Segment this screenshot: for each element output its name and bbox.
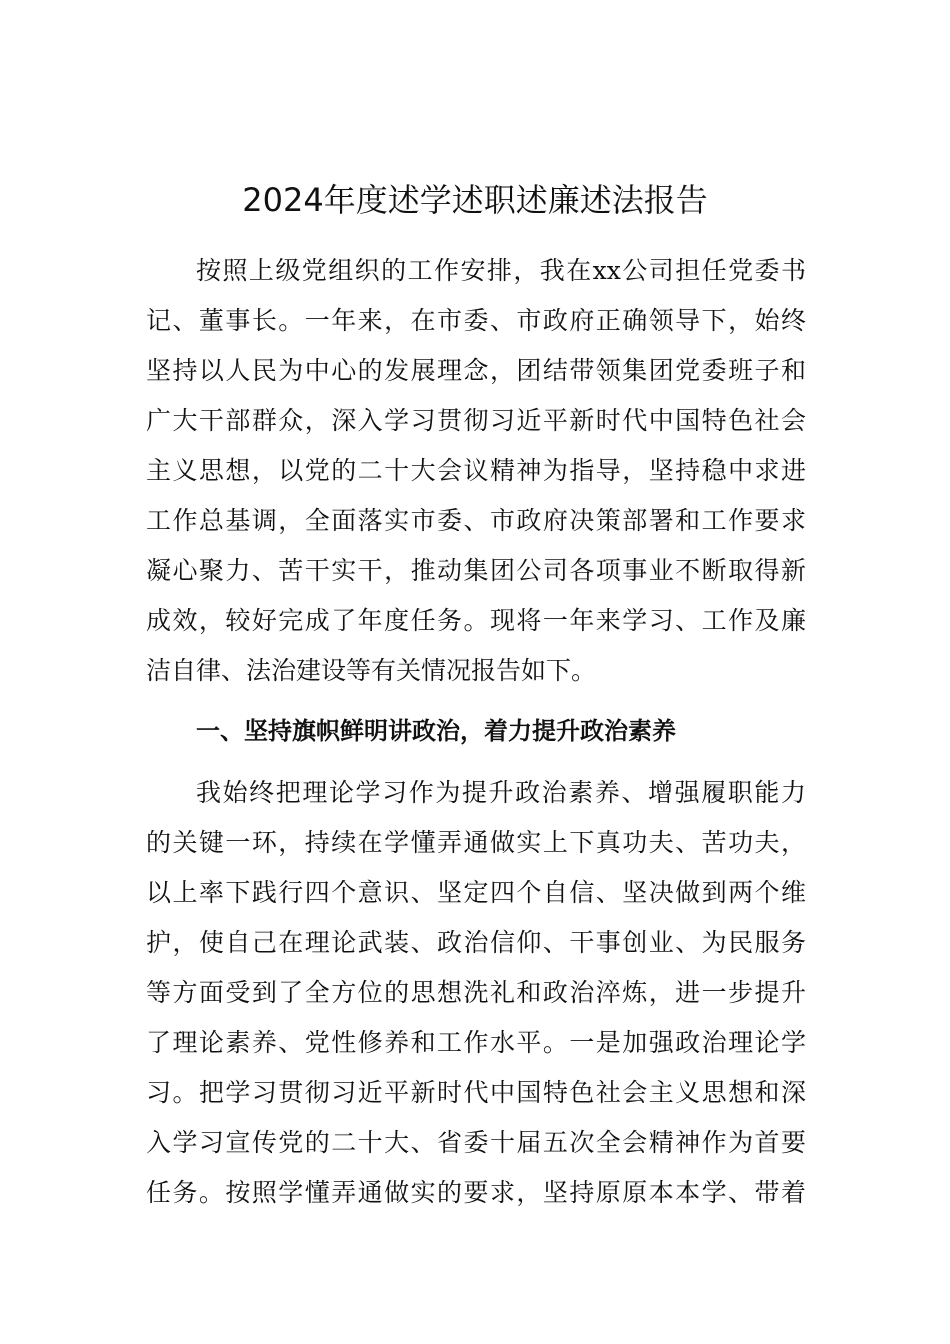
text-line: 入学习宣传党的二十大、省委十届五次全会精神作为首要 xyxy=(146,1128,806,1157)
text-line: 护，使自己在理论武装、政治信仰、干事创业、为民服务 xyxy=(146,928,806,957)
text-line: 坚持以人民为中心的发展理念，团结带领集团党委班子和 xyxy=(146,356,806,385)
text-line: 按照上级党组织的工作安排，我在xx公司担任党委书 xyxy=(196,256,806,285)
text-line: 任务。按照学懂弄通做实的要求，坚持原原本本学、带着 xyxy=(146,1178,806,1207)
text-line: 以上率下践行四个意识、坚定四个自信、坚决做到两个维 xyxy=(146,878,806,907)
text-line: 的关键一环，持续在学懂弄通做实上下真功夫、苦功夫， xyxy=(146,828,806,857)
text-line: 主义思想，以党的二十大会议精神为指导，坚持稳中求进 xyxy=(146,456,806,485)
section-heading: 一、坚持旗帜鲜明讲政治，着力提升政治素养 xyxy=(196,717,676,745)
text-line: 记、董事长。一年来，在市委、市政府正确领导下，始终 xyxy=(146,306,806,335)
text-line: 工作总基调，全面落实市委、市政府决策部署和工作要求 xyxy=(146,506,806,535)
page-title: 2024年度述学述职述廉述法报告 xyxy=(242,181,708,219)
intro-paragraph xyxy=(146,246,806,696)
text-line: 凝心聚力、苦干实干，推动集团公司各项事业不断取得新 xyxy=(146,556,806,585)
text-line: 洁自律、法治建设等有关情况报告如下。 xyxy=(146,656,597,685)
text-line: 我始终把理论学习作为提升政治素养、增强履职能力 xyxy=(196,778,806,807)
section-paragraph xyxy=(146,768,806,1218)
text-line: 等方面受到了全方位的思想洗礼和政治淬炼，进一步提升 xyxy=(146,978,806,1007)
text-line: 广大干部群众，深入学习贯彻习近平新时代中国特色社会 xyxy=(146,406,806,435)
text-line: 习。把学习贯彻习近平新时代中国特色社会主义思想和深 xyxy=(146,1078,806,1107)
text-line: 成效，较好完成了年度任务。现将一年来学习、工作及廉 xyxy=(146,606,806,635)
text-line: 了理论素养、党性修养和工作水平。一是加强政治理论学 xyxy=(146,1028,806,1057)
